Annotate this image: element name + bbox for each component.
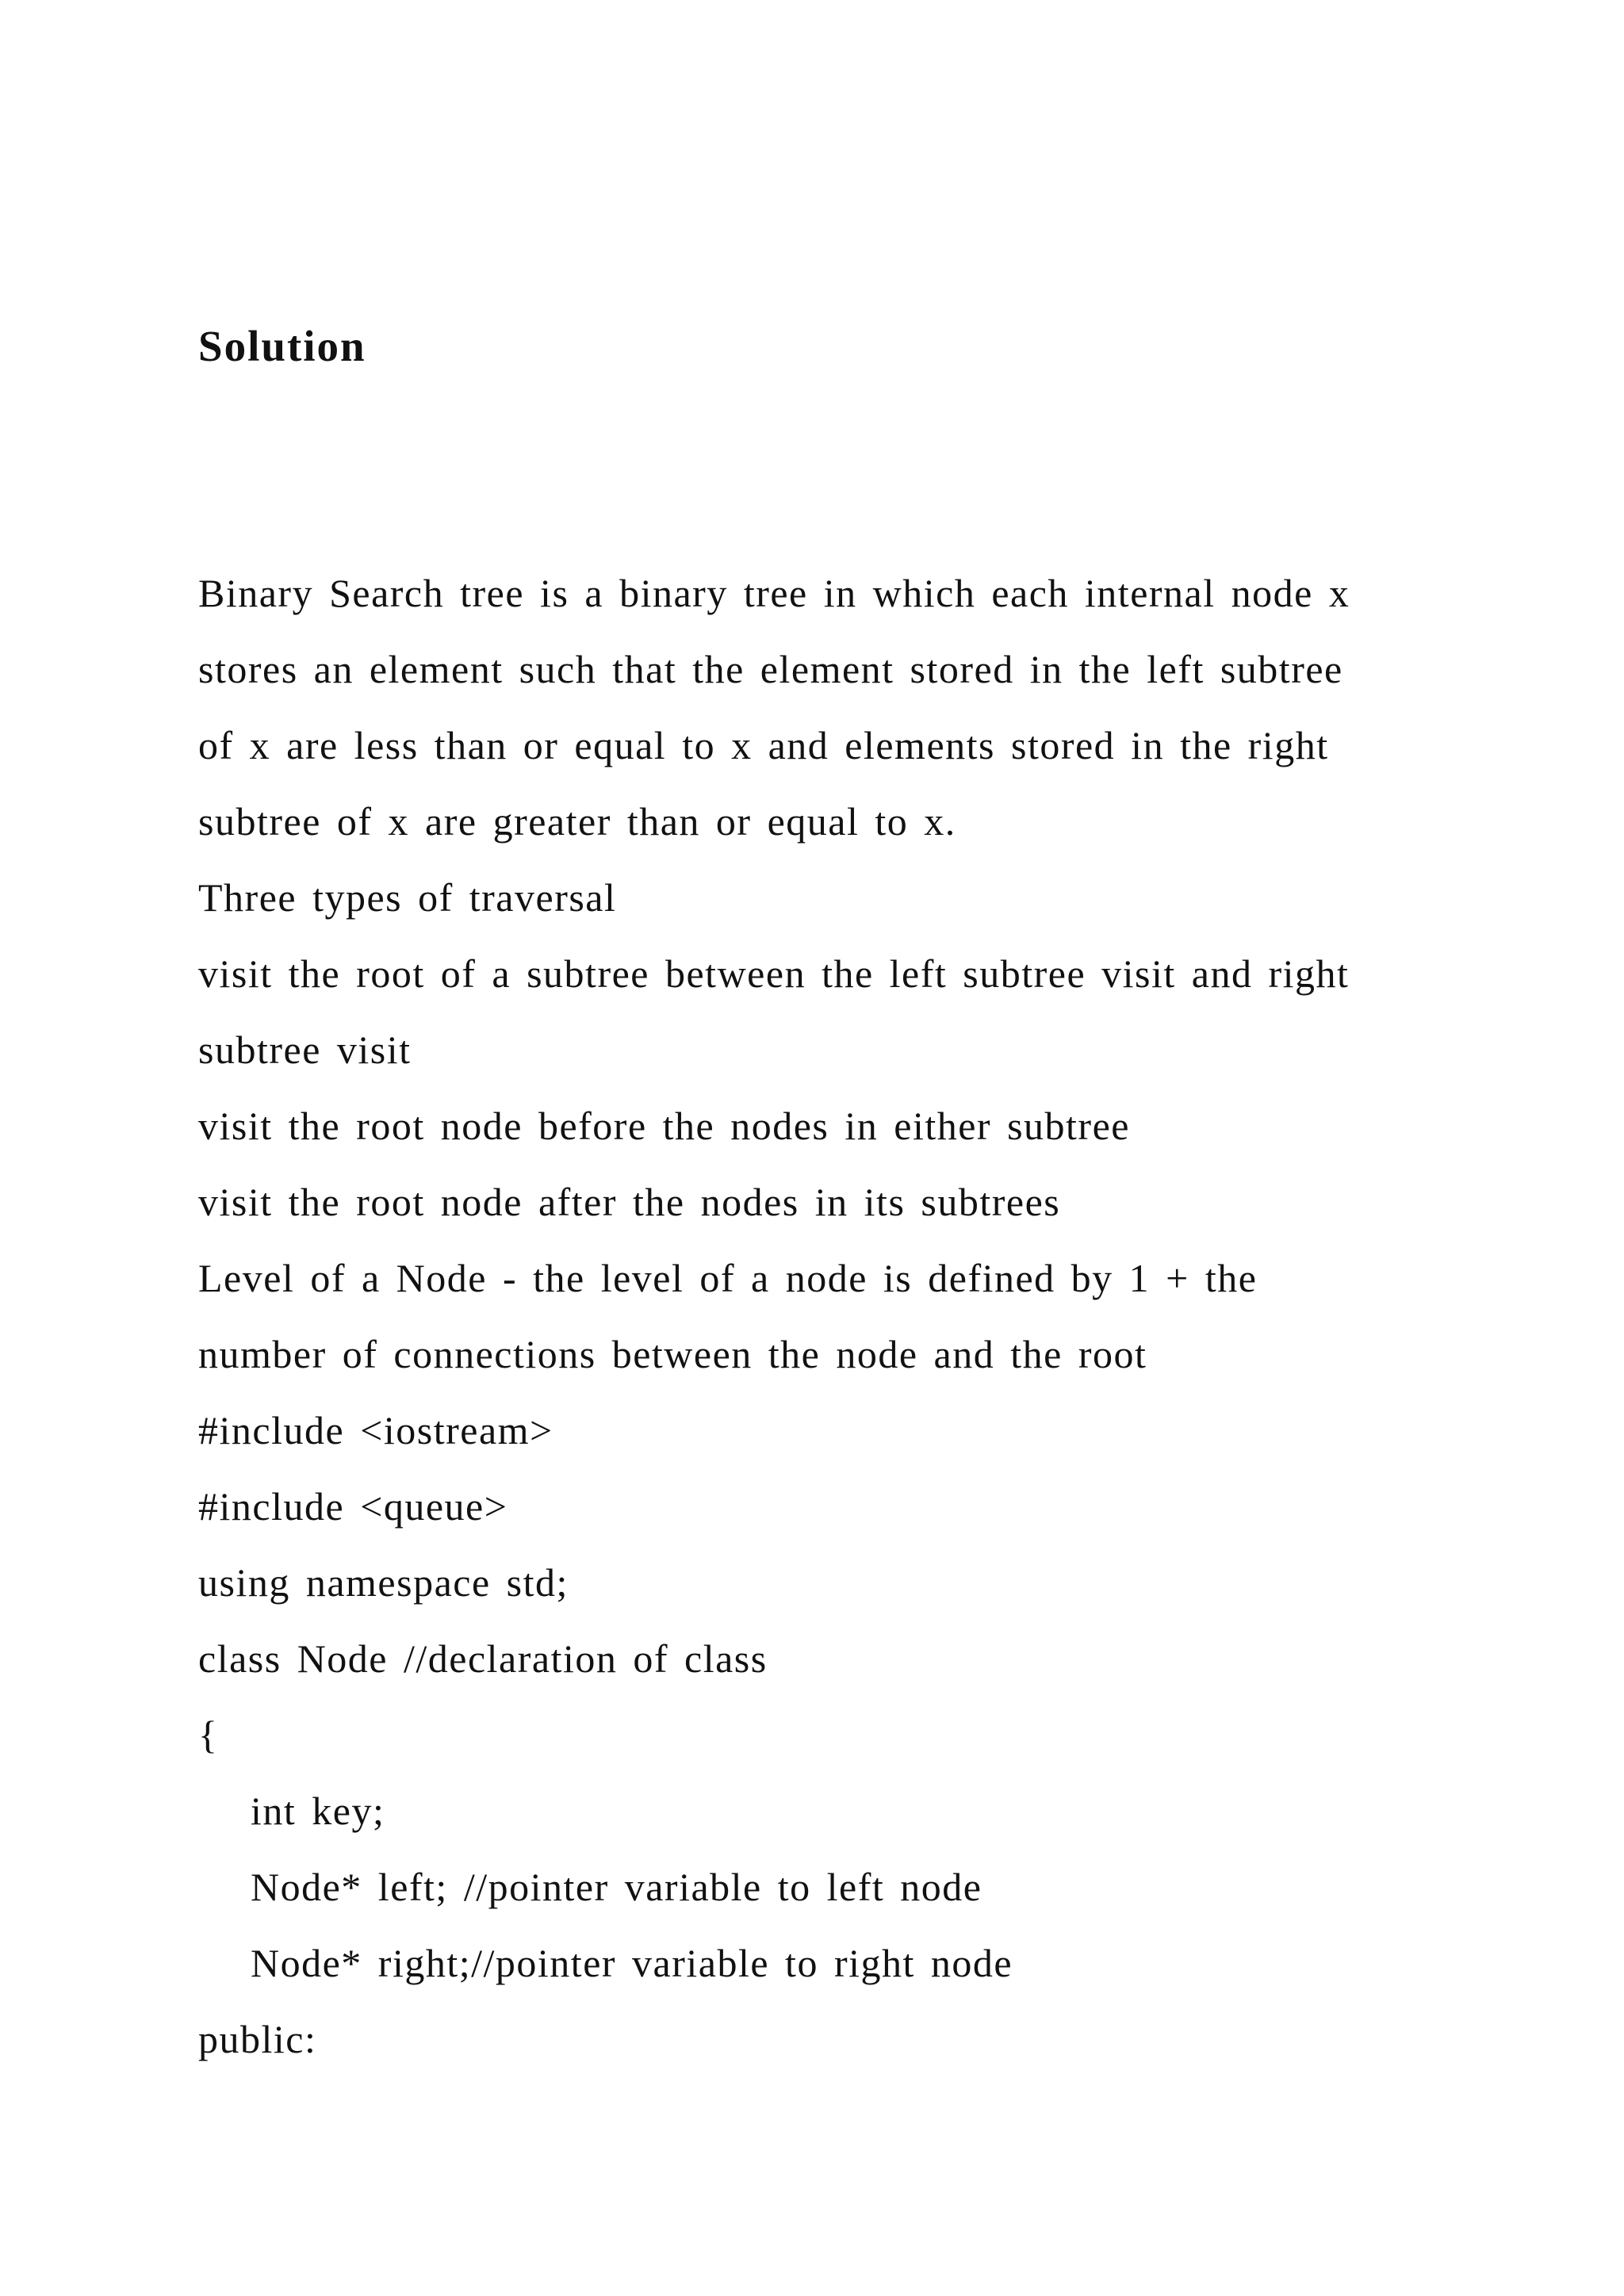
code-line: Node* right;//pointer variable to right node [251, 1941, 1013, 1985]
text-line: stores an element such that the element stored in the left subtree [198, 647, 1343, 691]
text-line: Three types of traversal [198, 875, 617, 920]
code-line: #include <iostream> [198, 1408, 553, 1452]
code-line: Node* left; //pointer variable to left node [251, 1865, 982, 1909]
code-line: using namespace std; [198, 1560, 569, 1605]
text-line: visit the root node before the nodes in either subtree [198, 1104, 1130, 1148]
code-line: #include <queue> [198, 1484, 508, 1529]
text-line: Binary Search tree is a binary tree in which each internal node x [198, 571, 1350, 615]
code-line: int key; [251, 1789, 385, 1833]
code-line: class Node //declaration of class [198, 1636, 768, 1681]
code-line: public: [198, 2017, 317, 2061]
text-line: number of connections between the node and the root [198, 1332, 1147, 1376]
text-line: of x are less than or equal to x and elements stored in the right [198, 723, 1329, 767]
text-line: subtree of x are greater than or equal to x. [198, 799, 956, 844]
document-body [198, 555, 1435, 2077]
text-line: Level of a Node - the level of a node is defined by 1 + the [198, 1256, 1258, 1300]
code-line: { [198, 1712, 219, 1757]
text-line: subtree visit [198, 1027, 412, 1072]
text-line: visit the root of a subtree between the left subtree visit and right [198, 951, 1350, 996]
text-line: visit the root node after the nodes in its subtrees [198, 1180, 1061, 1224]
solution-heading: Solution [198, 322, 366, 370]
